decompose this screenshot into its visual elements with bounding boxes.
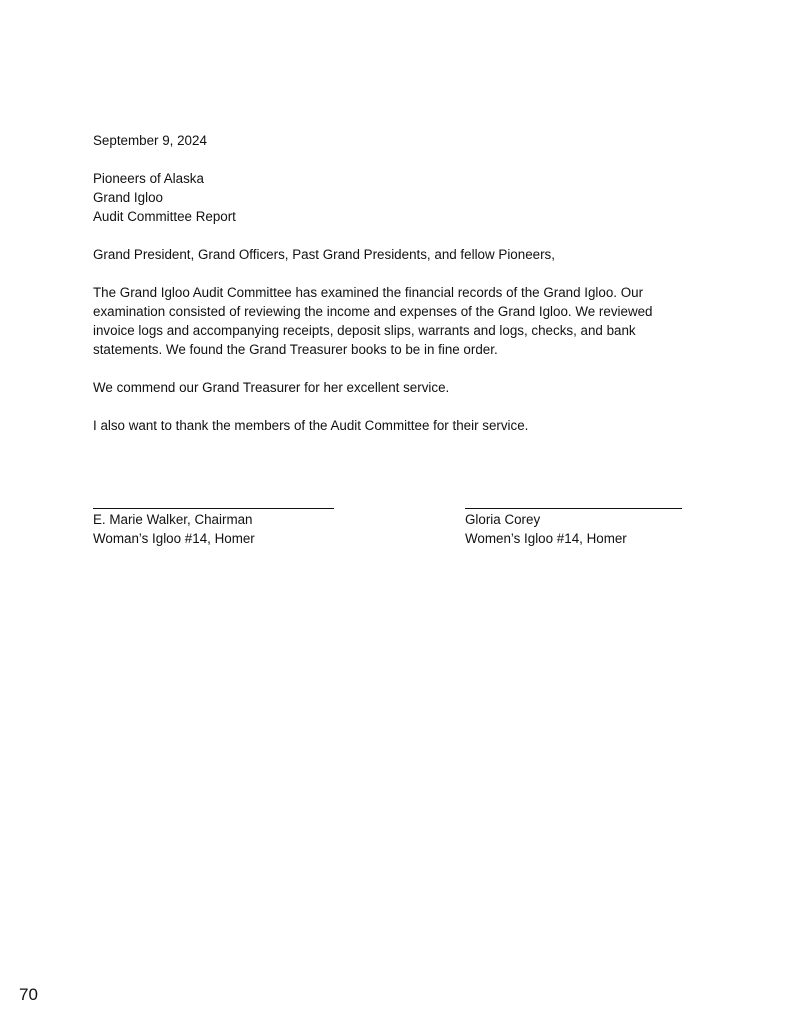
paragraph-line: The Grand Igloo Audit Committee has examined the financial records of the Grand Igloo. Our — [93, 285, 644, 300]
signer-name: E. Marie Walker, Chairman — [93, 512, 253, 527]
signer-affiliation: Women’s Igloo #14, Homer — [465, 531, 627, 546]
signer-affiliation: Woman’s Igloo #14, Homer — [93, 531, 255, 546]
body-paragraph — [93, 416, 733, 435]
salutation: Grand President, Grand Officers, Past Grand Presidents, and fellow Pioneers, — [93, 247, 555, 262]
body-paragraph — [93, 378, 733, 397]
page-number: 70 — [19, 985, 38, 1004]
paragraph-line: invoice logs and accompanying receipts, deposit slips, warrants and logs, checks, and bank — [93, 323, 636, 338]
signature-line — [465, 490, 682, 509]
letter-body — [93, 131, 733, 435]
paragraph-line: statements. We found the Grand Treasurer books to be in fine order. — [93, 342, 498, 357]
report-title: Audit Committee Report — [93, 209, 236, 224]
signer-name: Gloria Corey — [465, 512, 541, 527]
signature-area — [93, 490, 733, 560]
recipient-address — [93, 169, 733, 226]
letter-date: September 9, 2024 — [93, 133, 207, 148]
signature-line — [93, 490, 334, 509]
paragraph-line: We commend our Grand Treasurer for her excellent service. — [93, 380, 450, 395]
address-line: Grand Igloo — [93, 190, 163, 205]
body-paragraph — [93, 283, 733, 359]
paragraph-line: examination consisted of reviewing the income and expenses of the Grand Igloo. We reviewed — [93, 304, 653, 319]
signature-block-member — [465, 490, 682, 548]
address-line: Pioneers of Alaska — [93, 171, 204, 186]
paragraph-line: I also want to thank the members of the Audit Committee for their service. — [93, 418, 529, 433]
signature-block-chairman — [93, 490, 334, 548]
